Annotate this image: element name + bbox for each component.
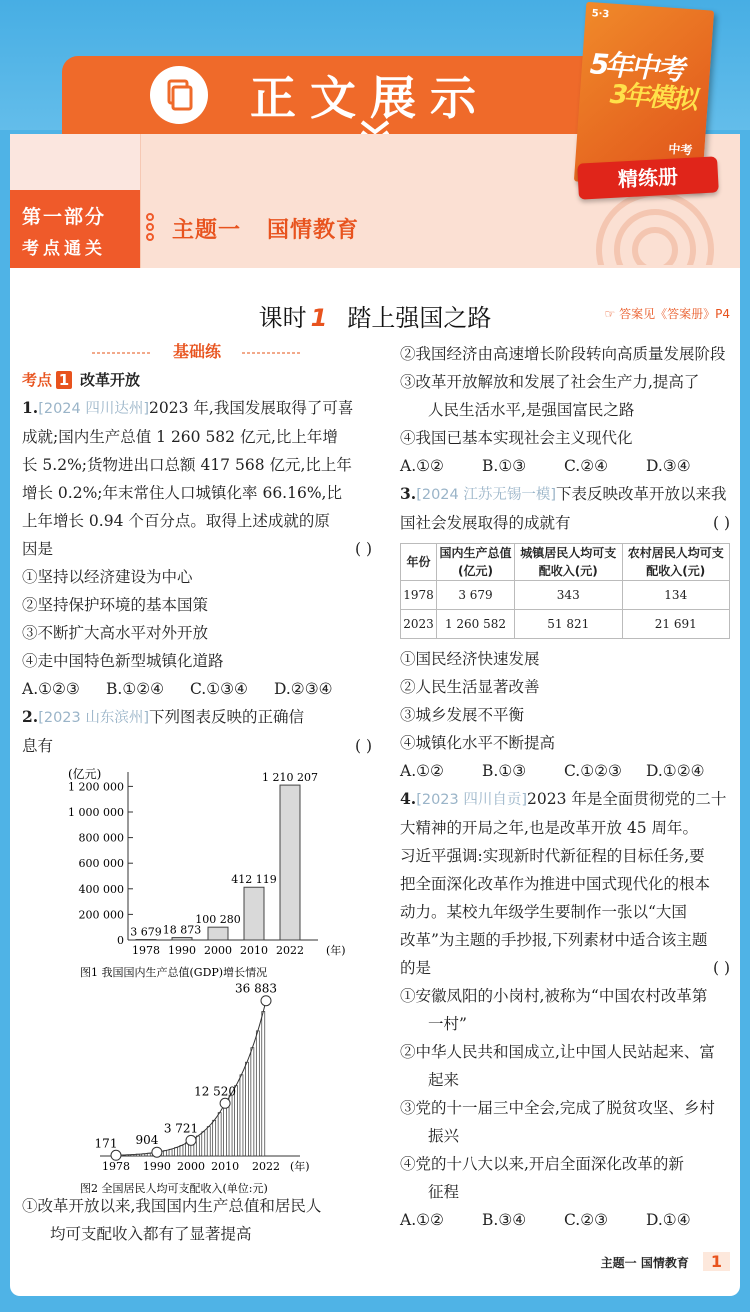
q2-number: 2. bbox=[22, 707, 39, 726]
q2-stem: 下列图表反映的正确信 bbox=[149, 708, 305, 726]
option: B.①②④ bbox=[106, 680, 165, 698]
q1-stem-line: 2023 年,我国发展取得了可喜 bbox=[149, 399, 354, 417]
y-tick-label: 1 000 000 bbox=[68, 806, 124, 819]
q1-item: ④走中国特色新型城镇化道路 bbox=[22, 652, 224, 670]
q4-item: ③党的十一届三中全会,完成了脱贫攻坚、乡村 bbox=[400, 1099, 715, 1117]
table-cell: 1978 bbox=[401, 581, 437, 610]
q2-item: ③改革开放解放和发展了社会生产力,提高了 bbox=[400, 373, 700, 391]
q4-item: ②中华人民共和国成立,让中国人民站起来、富 bbox=[400, 1043, 715, 1061]
book-title-line1: 5年中考 bbox=[585, 47, 690, 87]
option: B.①③ bbox=[482, 457, 527, 475]
y-axis-label: (亿元) bbox=[68, 767, 102, 781]
table-row bbox=[401, 610, 730, 639]
option: A.①②③ bbox=[22, 680, 80, 698]
answer-blank: ( ) bbox=[354, 540, 372, 558]
page-number: 1 bbox=[703, 1252, 730, 1271]
bar bbox=[196, 1136, 199, 1156]
q3-number: 3. bbox=[400, 484, 417, 503]
data-table bbox=[400, 543, 730, 639]
x-tick-label: 2010 bbox=[240, 944, 268, 957]
part-label: 第一部分 bbox=[22, 206, 107, 228]
data-point bbox=[152, 1147, 162, 1157]
gdp-chart bbox=[68, 767, 346, 979]
x-axis-label: (年) bbox=[326, 944, 346, 957]
y-tick-label: 800 000 bbox=[78, 831, 124, 845]
table-header: 城镇居民人均可支配收入(元) bbox=[515, 544, 623, 581]
q3-item: ④城镇化水平不断提高 bbox=[400, 734, 556, 752]
q2-stem: 息有 bbox=[22, 737, 54, 755]
bar bbox=[280, 785, 300, 940]
table-cell: 343 bbox=[515, 581, 623, 610]
bar bbox=[262, 1011, 265, 1156]
data-label: 36 883 bbox=[235, 981, 277, 996]
x-tick-label: 2022 bbox=[252, 1160, 280, 1173]
q4-stem-line: 大精神的开局之年,也是改革开放 45 周年。 bbox=[400, 819, 699, 837]
q4-stem-line: 2023 年是全面贯彻党的二十 bbox=[527, 790, 727, 808]
q2-item: ②我国经济由高速增长阶段转向高质量发展阶段 bbox=[400, 345, 726, 363]
data-label: 171 bbox=[94, 1136, 118, 1151]
option: D.①④ bbox=[646, 1211, 691, 1229]
bar bbox=[251, 1048, 254, 1156]
option: C.①②③ bbox=[564, 762, 622, 780]
q2-item: 均可支配收入都有了显著提高 bbox=[50, 1225, 252, 1243]
q3-item: ①国民经济快速发展 bbox=[400, 650, 540, 668]
table-cell: 134 bbox=[622, 581, 730, 610]
bar bbox=[180, 1145, 183, 1156]
kp-label: 考点 bbox=[22, 371, 53, 389]
knowledge-point bbox=[22, 366, 372, 394]
x-tick-label: 1978 bbox=[102, 1160, 130, 1173]
q3-options bbox=[400, 757, 730, 785]
answer-reference bbox=[605, 305, 730, 322]
option: B.③④ bbox=[482, 1211, 527, 1229]
q4-item: 一村” bbox=[428, 1015, 467, 1033]
charts bbox=[60, 764, 360, 1204]
x-tick-label: 2022 bbox=[276, 944, 304, 957]
q1-source: [2024 四川达州] bbox=[38, 401, 150, 417]
bar bbox=[224, 1103, 227, 1156]
q3-stem: 下表反映改革开放以来我 bbox=[556, 485, 727, 503]
q2-source: [2023 山东滨州] bbox=[38, 710, 150, 726]
q1-stem-line: 增长 0.2%;年末常住人口城镇化率 66.16%,比 bbox=[22, 484, 342, 502]
bar bbox=[172, 938, 192, 940]
q2-options bbox=[400, 452, 730, 480]
part-sublabel: 考点通关 bbox=[22, 239, 106, 259]
bar-value-label: 412 119 bbox=[231, 873, 277, 887]
chart-title: 图1 我国国内生产总值(GDP)增长情况 bbox=[80, 966, 268, 979]
q4-item: 征程 bbox=[428, 1183, 460, 1201]
q2-item: 人民生活水平,是强国富民之路 bbox=[428, 401, 635, 419]
y-tick-label: 400 000 bbox=[78, 882, 124, 896]
q1-number: 1. bbox=[22, 398, 39, 417]
q4-options bbox=[400, 1206, 730, 1234]
data-label: 904 bbox=[135, 1133, 159, 1148]
data-label: 3 721 bbox=[163, 1121, 199, 1136]
data-point bbox=[186, 1135, 196, 1145]
x-tick-label: 2010 bbox=[211, 1160, 240, 1173]
section-heading bbox=[22, 340, 372, 364]
bar bbox=[218, 1113, 221, 1156]
bar bbox=[207, 1127, 210, 1156]
q4-item: 振兴 bbox=[428, 1127, 460, 1145]
q4-item: ④党的十八大以来,开启全面深化改革的新 bbox=[400, 1155, 684, 1173]
page-footer bbox=[601, 1252, 730, 1271]
table-header: 国内生产总值(亿元) bbox=[437, 544, 515, 581]
bar-value-label: 100 280 bbox=[195, 913, 241, 927]
y-tick-label: 600 000 bbox=[78, 857, 124, 871]
y-tick-label: 200 000 bbox=[78, 908, 124, 922]
q4-item: 起来 bbox=[428, 1071, 460, 1089]
data-point bbox=[261, 996, 271, 1006]
link-dots-icon bbox=[140, 212, 160, 242]
q4-stem-line: 的是 bbox=[400, 959, 432, 977]
option: D.②③④ bbox=[274, 680, 333, 698]
option: A.①② bbox=[400, 1211, 444, 1229]
x-tick-label: 1990 bbox=[142, 1160, 171, 1173]
bar bbox=[208, 927, 228, 940]
option: A.①② bbox=[400, 457, 444, 475]
lesson-number: 1 bbox=[310, 304, 328, 332]
x-axis-label: (年) bbox=[290, 1160, 310, 1173]
hand-pointer-icon: ☞ bbox=[604, 307, 620, 321]
table-cell: 21 691 bbox=[622, 610, 730, 639]
q2-item: ①改革开放以来,我国国内生产总值和居民人 bbox=[22, 1197, 322, 1215]
banner-badge-icon bbox=[150, 66, 208, 124]
q3-item: ③城乡发展不平衡 bbox=[400, 706, 525, 724]
bar-value-label: 3 679 bbox=[130, 925, 162, 939]
q4-stem-line: 动力。某校九年级学生要制作一张以“大国 bbox=[400, 903, 687, 921]
topic-title: 主题一 国情教育 bbox=[172, 218, 359, 243]
q1-stem-line: 长 5.2%;货物进出口总额 417 568 亿元,比上年 bbox=[22, 456, 352, 474]
table-row bbox=[401, 581, 730, 610]
book-title-line2: 3年模拟 bbox=[605, 79, 702, 116]
bar-value-label: 1 210 207 bbox=[262, 771, 318, 785]
kp-title: 改革开放 bbox=[80, 371, 141, 389]
footer-label: 主题一 国情教育 bbox=[600, 1256, 689, 1270]
q2-items-left bbox=[22, 1192, 372, 1248]
book-ribbon: 精练册 bbox=[577, 156, 719, 199]
x-tick-label: 2000 bbox=[177, 1160, 205, 1173]
q1-stem-line: 成就;国内生产总值 1 260 582 亿元,比上年增 bbox=[22, 428, 338, 446]
left-column bbox=[22, 340, 372, 760]
q3-item: ②人民生活显著改善 bbox=[400, 678, 540, 696]
lesson-title: 踏上强国之路 bbox=[347, 304, 492, 332]
data-label: 12 520 bbox=[194, 1084, 237, 1099]
option: A.①② bbox=[400, 762, 444, 780]
option: B.①③ bbox=[482, 762, 527, 780]
bar bbox=[256, 1031, 259, 1156]
q1-stem-line: 上年增长 0.94 个百分点。取得上述成就的原 bbox=[22, 512, 330, 530]
q1-stem-line: 因是 bbox=[22, 540, 54, 558]
option: D.③④ bbox=[646, 457, 691, 475]
table-header: 农村居民人均可支配收入(元) bbox=[622, 544, 730, 581]
q4-stem-line: 习近平强调:实现新时代新征程的目标任务,要 bbox=[400, 847, 705, 865]
q3-stem: 国社会发展取得的成就有 bbox=[400, 514, 571, 532]
chart-title: 图2 全国居民人均可支配收入(单位:元) bbox=[80, 1182, 268, 1195]
q4-item: ①安徽凤阳的小岗村,被称为“中国农村改革第 bbox=[400, 987, 708, 1005]
x-tick-label: 2000 bbox=[204, 944, 232, 957]
q1-item: ③不断扩大高水平对外开放 bbox=[22, 624, 209, 642]
q4-stem-line: 改革”为主题的手抄报,下列素材中适合该主题 bbox=[400, 931, 708, 949]
bar-value-label: 18 873 bbox=[162, 923, 202, 937]
y-tick-label: 1 200 000 bbox=[68, 780, 124, 794]
option: C.②③ bbox=[564, 1211, 609, 1229]
q4-source: [2023 四川自贡] bbox=[416, 792, 528, 808]
table-cell: 51 821 bbox=[515, 610, 623, 639]
q2-item: ④我国已基本实现社会主义现代化 bbox=[400, 429, 633, 447]
table-header: 年份 bbox=[401, 544, 437, 581]
section-heading-text: 基础练 bbox=[172, 342, 221, 361]
question-4 bbox=[400, 785, 730, 814]
bar bbox=[244, 887, 264, 940]
option: C.①③④ bbox=[190, 680, 248, 698]
question-1 bbox=[22, 394, 372, 423]
bar bbox=[169, 1149, 172, 1156]
option: D.①②④ bbox=[646, 762, 705, 780]
question-3 bbox=[400, 480, 730, 509]
table-cell: 1 260 582 bbox=[437, 610, 515, 639]
q4-stem-line: 把全面深化改革作为推进中国式现代化的根本 bbox=[400, 875, 711, 893]
answer-blank: ( ) bbox=[712, 959, 730, 977]
y-tick-label: 0 bbox=[117, 934, 124, 947]
book-brand: 5·3 bbox=[591, 8, 610, 21]
data-point bbox=[220, 1098, 230, 1108]
data-point bbox=[111, 1150, 121, 1160]
income-chart bbox=[80, 982, 310, 1195]
q3-source: [2024 江苏无锡一模] bbox=[416, 487, 557, 503]
x-tick-label: 1978 bbox=[132, 944, 160, 957]
q1-item: ②坚持保护环境的基本国策 bbox=[22, 596, 209, 614]
answer-blank: ( ) bbox=[712, 514, 730, 532]
lesson-prefix: 课时 bbox=[258, 304, 307, 332]
option: C.②④ bbox=[564, 457, 609, 475]
bar bbox=[175, 1148, 178, 1156]
bar bbox=[240, 1075, 243, 1156]
x-tick-label: 1990 bbox=[168, 944, 196, 957]
q1-item: ①坚持以经济建设为中心 bbox=[22, 568, 193, 586]
kp-number: 1 bbox=[56, 371, 72, 389]
bar bbox=[213, 1120, 216, 1156]
answer-reference-text: 答案见《答案册》P4 bbox=[619, 307, 730, 321]
book-edition: 中考 bbox=[667, 141, 693, 158]
bar bbox=[245, 1062, 248, 1156]
q1-options bbox=[22, 675, 372, 703]
question-2 bbox=[22, 703, 372, 732]
banner-title: 正文展示 bbox=[250, 71, 490, 125]
right-column bbox=[400, 340, 730, 1234]
answer-blank: ( ) bbox=[354, 737, 372, 755]
table-cell: 3 679 bbox=[437, 581, 515, 610]
q4-number: 4. bbox=[400, 789, 417, 808]
bar bbox=[164, 1151, 167, 1156]
table-cell: 2023 bbox=[401, 610, 437, 639]
bar bbox=[202, 1132, 205, 1156]
